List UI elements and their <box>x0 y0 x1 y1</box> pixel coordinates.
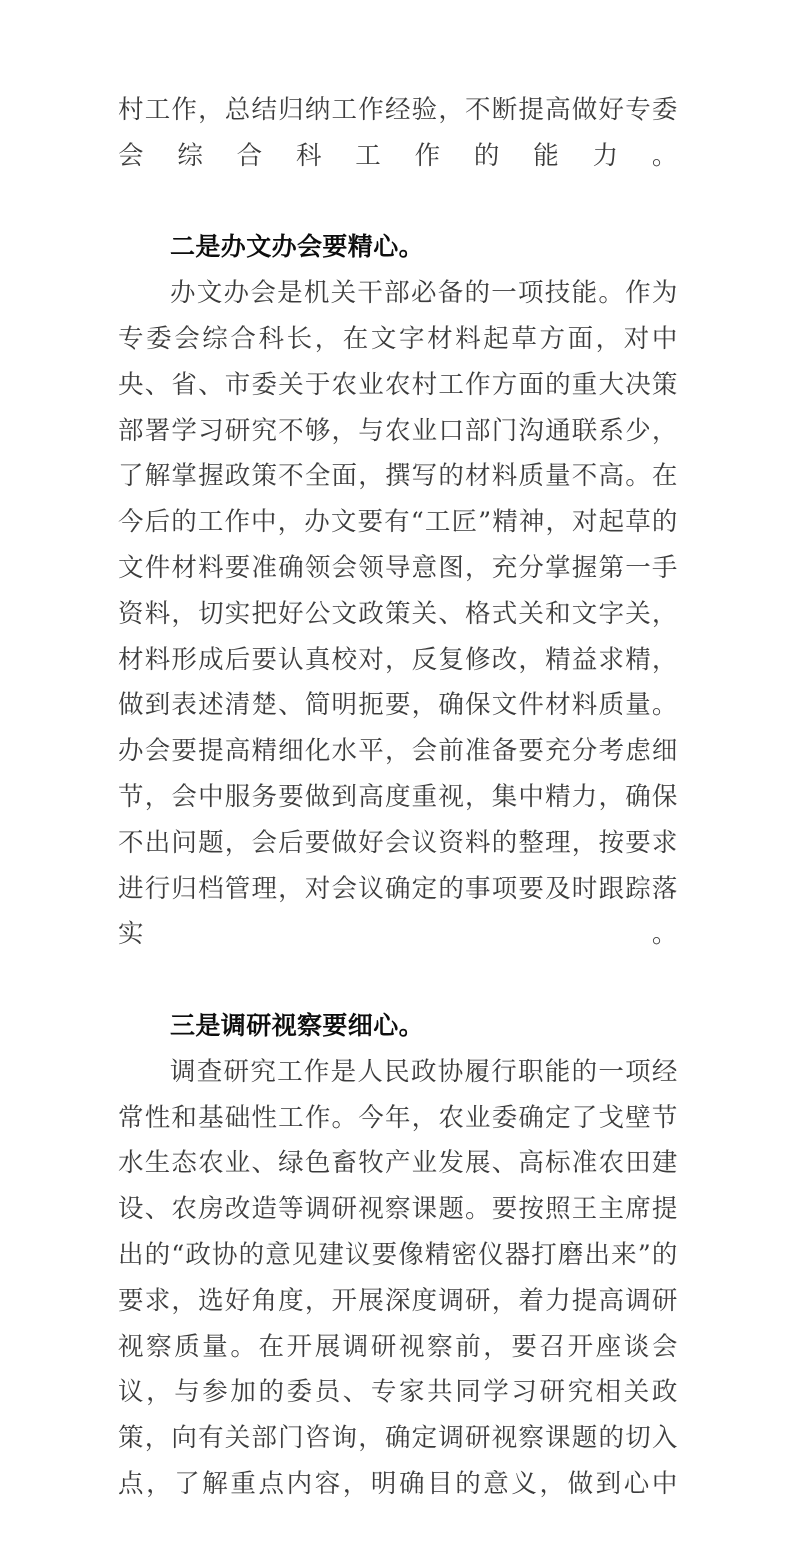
paragraph-section-three-body: 调查研究工作是人民政协履行职能的一项经常性和基础性工作。今年，农业委确定了戈壁节水生态农业、绿色畜牧产业发展、高标准农田建设、农房改造等调研视察课题。要按照王主席提出的“政协的意见建议要像精密仪器打磨出来”的要求，选好角度，开展深度调研，着力提高调研视察质量。在开展调研视察前，要召开座谈会议，与参加的委员、专家共同学习研究相关政策，向有关部门咨询，确定调研视察课题的切入点，了解重点内容，明确目的意义，做到心中 <box>118 1056 678 1499</box>
document-text-column <box>118 88 678 1554</box>
paragraph-section-two-body: 办文办会是机关干部必备的一项技能。作为专委会综合科长，在文字材料起草方面，对中央、省、市委关于农业农村工作方面的重大决策部署学习研究不够，与农业口部门沟通联系少，了解掌握政策不全面，撰写的材料质量不高。在今后的工作中，办文要有“工匠”精神，对起草的文件材料要准确领会领导意图，充分掌握第一手资料，切实把好公文政策关、格式关和文字关，材料形成后要认真校对，反复修改，精益求精，做到表述清楚、简明扼要，确保文件材料质量。办会要提高精细化水平，会前准备要充分考虑细节，会中服务要做到高度重视，集中精力，确保不出问题，会后要做好会议资料的整理，按要求进行归档管理，对会议确定的事项要及时跟踪落实。 <box>118 278 678 950</box>
paragraph-continued-from-previous-page: 村工作，总结归纳工作经验，不断提高做好专委会综合科工作的能力。 <box>118 95 678 171</box>
heading-section-two: 二是办文办会要精心。 <box>170 233 425 262</box>
heading-section-three: 三是调研视察要细心。 <box>170 1011 425 1040</box>
